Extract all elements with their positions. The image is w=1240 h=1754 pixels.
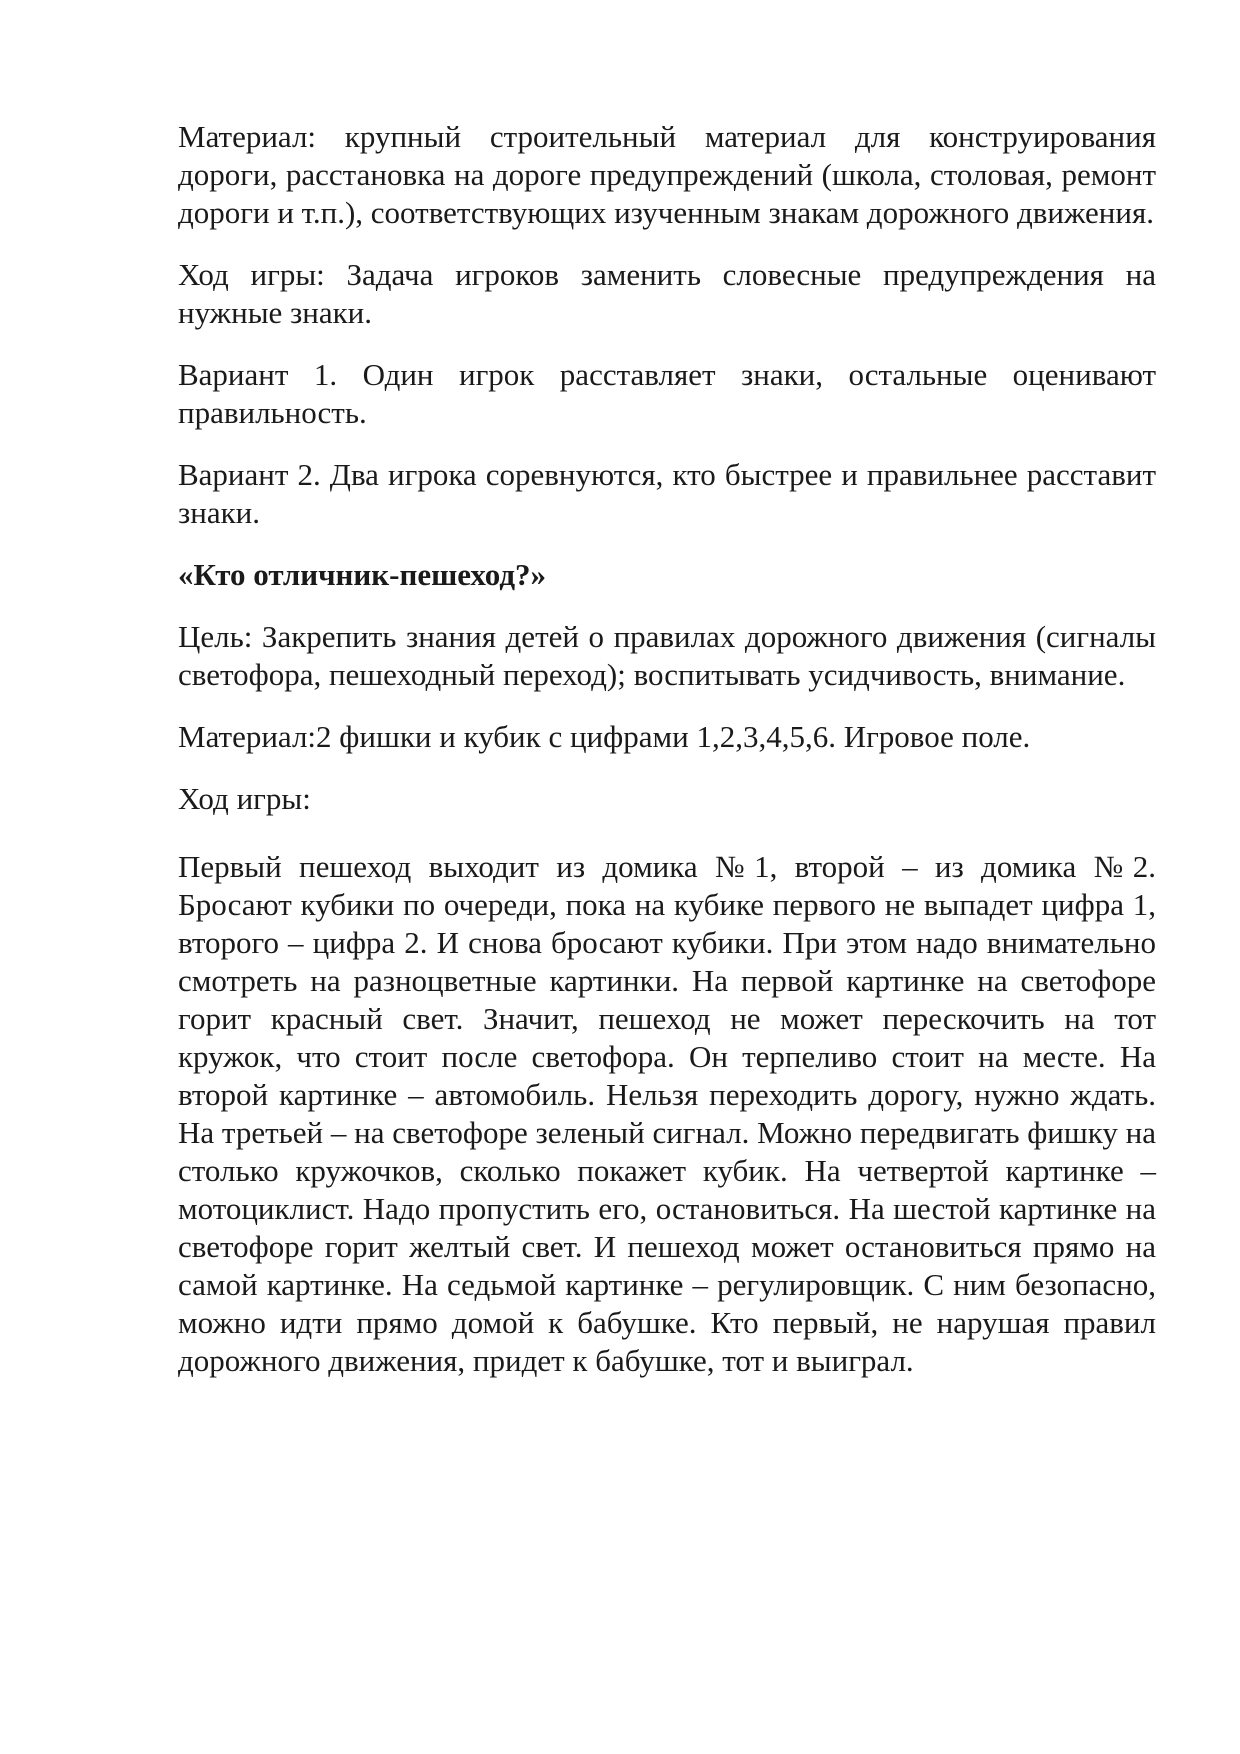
variant-2-paragraph: Вариант 2. Два игрока соревнуются, кто быстрее и правильнее расставит знаки. [178, 457, 1156, 530]
game-course-heading: Ход игры: [178, 781, 311, 816]
goal-paragraph: Цель: Закрепить знания детей о правилах дорожного движения (сигналы светофора, пешеходный переход); воспитывать усидчивость, внимание. [178, 619, 1156, 692]
variant-1-paragraph: Вариант 1. Один игрок расставляет знаки, остальные оценивают правильность. [178, 357, 1156, 430]
material-paragraph: Материал: крупный строительный материал для конструирования дороги, расстановка на дороге предупреждений (школа, столовая, ремонт дороги и т.п.), соответствующих изученным знакам дорожного движения. [178, 119, 1156, 230]
game-title: «Кто отличник-пешеход?» [178, 557, 547, 592]
document-page [178, 118, 1156, 1404]
description-paragraph: Первый пешеход выходит из домика №1, второй – из домика №2. Бросают кубики по очереди, пока на кубике первого не выпадет цифра 1, второго – цифра 2. И снова бросают кубики. При этом надо внимательно смотреть на разноцветные картинки. На первой картинке на светофоре горит красный свет. Значит, пешеход не может перескочить на тот кружок, что стоит после светофора. Он терпеливо стоит на месте. На второй картинке – автомобиль. Нельзя переходить дорогу, нужно ждать. На третьей – на светофоре зеленый сигнал. Можно передвигать фишку на столько кружочков, сколько покажет кубик. На четвертой картинке – мотоциклист. Надо пропустить его, остановиться. На шестой картинке на светофоре горит желтый свет. И пешеход может остановиться прямо на самой картинке. На седьмой картинке – регулировщик. С ним безопасно, можно идти прямо домой к бабушке. Кто первый, не нарушая правил дорожного движения, придет к бабушке, тот и выиграл. [178, 849, 1156, 1378]
game-course-paragraph: Ход игры: Задача игроков заменить словесные предупреждения на нужные знаки. [178, 257, 1156, 330]
material-2-paragraph: Материал:2 фишки и кубик с цифрами 1,2,3,4,5,6. Игровое поле. [178, 719, 1031, 754]
